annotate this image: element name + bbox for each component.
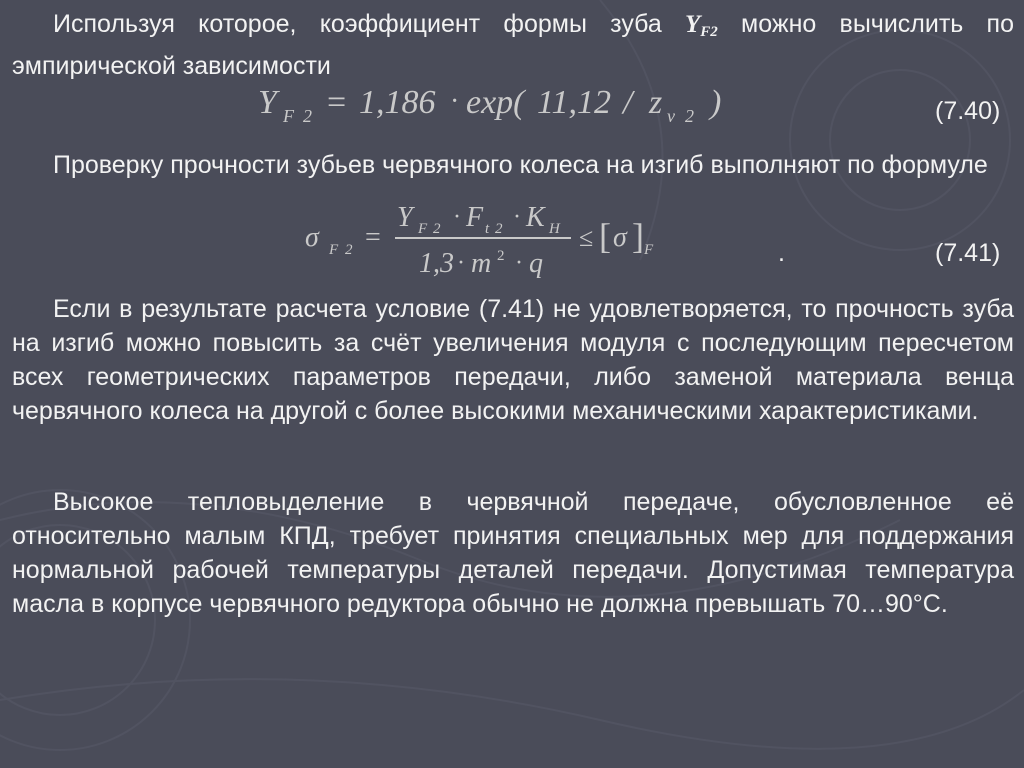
svg-text:·: · (513, 204, 521, 230)
svg-text:Y: Y (397, 202, 413, 233)
svg-text:·: · (457, 250, 465, 276)
svg-text:F: F (644, 242, 654, 258)
svg-text:F: F (329, 242, 339, 258)
intro-text-start: Используя которое, коэффициент формы зуба (53, 10, 686, 38)
equation-dot: . (778, 239, 785, 267)
intro-text-end: можно вычислить по эмпирической зависимости (12, 10, 1014, 80)
svg-text:2: 2 (495, 221, 503, 237)
svg-text:K: K (526, 202, 545, 233)
svg-text:σ: σ (305, 222, 319, 253)
paragraph-intro (12, 7, 1014, 83)
symbol-yf2: $Y_{F2}$ (685, 11, 718, 40)
svg-text:q: q (529, 248, 543, 279)
svg-text:2: 2 (303, 106, 312, 126)
svg-text:·: · (450, 86, 460, 117)
svg-text:F: F (283, 106, 294, 126)
svg-text:[: [ (599, 216, 611, 256)
svg-text:≤: ≤ (579, 223, 594, 252)
svg-text:): ) (710, 84, 722, 121)
svg-text:=: = (327, 84, 347, 121)
svg-text:1,186: 1,186 (359, 84, 436, 121)
svg-text:exp(: exp( (466, 84, 525, 121)
paragraph-check: Проверку прочности зубьев червячного колеса на изгиб выполняют по формуле (53, 151, 988, 179)
svg-text:/: / (623, 84, 633, 121)
svg-text:·: · (515, 250, 523, 276)
svg-text:2: 2 (433, 221, 441, 237)
svg-text:t: t (485, 221, 490, 237)
svg-text:2: 2 (497, 248, 505, 264)
svg-text:σ: σ (613, 222, 627, 253)
svg-text:v: v (667, 106, 675, 126)
svg-text:2: 2 (345, 242, 353, 258)
svg-text:11,12: 11,12 (537, 84, 611, 121)
paragraph-heat: Высокое тепловыделение в червячной передаче, обусловленное её относительно малым КПД, требует принятия специальных мер для поддержания нормальной рабочей температуры деталей передачи. Допустимая температура масла в корпусе червячного редуктора обычно не должна превышать 70…90°С. (12, 488, 1014, 618)
svg-text:=: = (365, 222, 381, 253)
svg-text:]: ] (632, 216, 644, 256)
formula-7-41 (303, 198, 673, 280)
svg-text:Y: Y (258, 84, 277, 121)
svg-text:F: F (418, 221, 428, 237)
paragraph-condition: Если в результате расчета условие (7.41) не удовлетворяется, то прочность зуба на изгиб можно повысить за счёт увеличения модуля с последующим пересчетом всех геометрических параметров передачи, либо заменой материала венца червячного колеса на другой с более высокими механическими характеристиками. (12, 295, 1014, 425)
svg-text:·: · (453, 204, 461, 230)
svg-text:2: 2 (685, 106, 694, 126)
svg-text:H: H (549, 221, 560, 237)
svg-text:F: F (466, 202, 484, 233)
svg-text:m: m (471, 248, 492, 279)
equation-number-7-40: (7.40) (935, 97, 1001, 125)
svg-text:z: z (649, 84, 663, 121)
formula-7-40 (255, 80, 735, 130)
equation-number-7-41: (7.41) (935, 239, 1001, 267)
svg-text:1,3: 1,3 (419, 248, 454, 279)
